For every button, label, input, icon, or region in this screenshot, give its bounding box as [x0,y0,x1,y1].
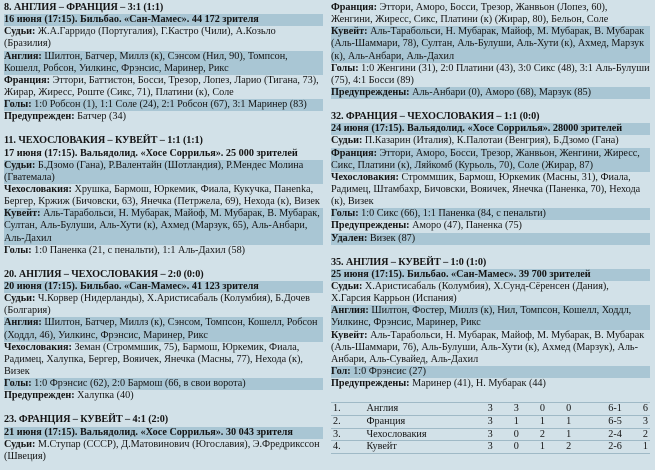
match-info: 25 июня (17:15). Бильбао. «Сан-Мамес». 39 700 зрителей [331,269,650,281]
line-text: П.Казарин (Италия), К.Палотаи (Венгрия), Б.Дзомо (Гана) [364,135,619,147]
line-label: Удален: [331,232,368,244]
position-cell: 3. [333,428,341,440]
match-title: 32. ФРАНЦИЯ – ЧЕХОСЛОВАКИЯ – 1:1 (0:0) [331,111,540,123]
match-23 [4,414,323,463]
table-row [331,441,650,454]
goals-line [331,366,650,378]
points-cell: 3 [642,415,648,427]
line-label: Судьи: [331,280,363,292]
line-text: Эттори, Аморо, Босси, Трезор, Жанвьон (Лопез, 60), Женгини, Жиресс, Сикс, Платини (к) (Жирар, 80), Бельон, Соле [331,2,609,26]
line-text: Аль-Тарабольси, Н. Мубарак, Майоф, М. Мубарак, В. Мубарак (Аль-Шаммари, 78), Султан, Аль-Булуши, Аль-Хути (к), Ахмед, Марзук (к), Аль-Анбари, Аль-Дахил [331,26,645,62]
team-cell: Кувейт [366,441,397,453]
line-text: Маринер (41), Н. Мубарак (44) [412,378,546,390]
sent-off-line [331,233,650,245]
position-cell: 1. [333,403,341,415]
match-info: 16 июня (17:15). Бильбао. «Сан-Мамес». 44 172 зрителя [4,14,323,26]
wins-cell: 0 [513,428,519,440]
position-cell: 4. [333,441,341,453]
lineup-line [4,342,323,378]
match-11 [4,135,323,256]
lineup-line [331,148,650,172]
table-row [331,428,650,441]
line-label: Голы: [4,99,32,111]
referees-line [331,135,650,147]
lineup-line [4,317,323,341]
line-text: Визек (87) [369,232,416,244]
line-label: Чехословакия: [4,183,72,195]
match-title: 8. АНГЛИЯ – ФРАНЦИЯ – 3:1 (1:1) [4,2,164,13]
goals-cell: 2-4 [608,428,622,440]
position-cell: 2. [333,415,341,427]
line-label: Судьи: [4,293,36,305]
losses-cell: 1 [566,428,572,440]
line-label: Предупрежден: [4,111,75,123]
line-text: Аморо (47), Паненка (75) [412,220,522,232]
referees-line [4,439,323,463]
line-label: Предупреждены: [331,378,410,390]
lineup-line [331,330,650,366]
line-text: 1:0 Фрэнсис (27) [353,365,427,377]
line-text: 1:0 Робсон (1), 1:1 Соле (24), 2:1 Робсон (67), 3:1 Маринер (83) [34,99,307,111]
lineup-line [331,2,650,26]
line-label: Голы: [331,208,359,220]
line-label: Англия: [4,317,42,329]
line-text: Аль-Тарабольси, Н. Мубарак, Майоф, М. Мубарак, В. Мубарак, Султан, Аль-Булуши, Аль-Хути (к), Ахмед (Марзук, 65), Аль-Анбари, Аль-Дахил [4,208,320,244]
line-label: Гол: [331,365,351,377]
lineup-line [4,51,323,75]
referees-line [4,26,323,50]
lineup-line [4,208,323,244]
line-label: Англия: [331,305,369,317]
losses-cell: 1 [566,415,572,427]
points-cell: 6 [642,403,648,415]
match-title: 35. АНГЛИЯ – КУВЕЙТ – 1:0 (1:0) [331,256,487,268]
line-text: Халупка (40) [77,390,134,402]
line-text: 1:0 Паненка (21, с пенальти), 1:1 Аль-Дахил (58) [34,244,246,256]
table-row [331,403,650,416]
match-title: 23. ФРАНЦИЯ – КУВЕЙТ – 4:1 (2:0) [4,414,169,426]
match-info: 24 июня (17:15). Вальядолид. «Хосе Соррилья». 28000 зрителей [331,123,650,135]
line-label: Кувейт: [331,26,368,38]
line-label: Кувейт: [331,329,368,341]
line-label: Голы: [331,62,359,74]
group-standings-table [331,402,650,454]
cautions-line [331,87,650,99]
line-label: Предупреждены: [331,86,410,98]
played-cell: 3 [487,441,493,453]
draws-cell: 1 [539,415,546,427]
line-text: Аль-Анбари (0), Аморо (68), Марзук (85) [412,86,592,98]
team-cell: Франция [366,415,406,427]
lineup-line [4,184,323,208]
line-label: Предупрежден: [4,390,75,402]
played-cell: 3 [487,403,493,415]
lineup-line [331,172,650,208]
wins-cell: 0 [513,441,519,453]
referees-line [4,293,323,317]
cautions-line [331,378,650,390]
line-text: 1:0 Сикс (66), 1:1 Паненка (84, с пенальти) [361,208,546,220]
line-label: Судьи: [4,159,36,171]
right-column [331,2,650,470]
match-info: 21 июня (17:15). Вальядолид. «Хосе Соррилья». 30 043 зрителя [4,427,323,439]
match-32 [331,111,650,245]
losses-cell: 0 [566,403,572,415]
line-text: Шилтон, Фостер, Миллз (к), Нил, Томпсон, Кошелл, Ходдл, Уилкинс, Фрэнсис, Маринер, Рикс [331,305,632,329]
left-column [4,2,323,470]
goals-cell: 6-5 [608,415,622,427]
match-20 [4,269,323,403]
points-cell: 1 [642,441,648,453]
played-cell: 3 [487,415,493,427]
lineup-line [331,26,650,62]
cautions-line [4,111,323,123]
referees-line [4,160,323,184]
points-cell: 2 [642,428,648,440]
line-label: Франция: [331,147,378,159]
line-text: Аль-Тарабольси, Н. Мубарак, Майоф, М. Мубарак, В. Мубарак (Аль-Шаммари, 76), Аль-Булуши, Аль-Хути (к), Ахмед (Марзук), Аль-Анбари, Аль-Сувайед, Аль-Дахил [331,329,645,365]
line-label: Чехословакия: [331,171,399,183]
line-text: Хрушка, Бармош, Юркемик, Фиала, Кукучка, Панenka, Бергер, Кржиж (Бичовски, 63), Янечка (Петржела, 69), Нехода (к), Визек [4,183,320,208]
line-text: М.Ступар (СССР), Д.Матовинович (Югославия), Э.Фредрикссон (Швеция) [4,438,320,462]
match-info: 20 июня (17:15). Бильбао. «Сан-Мамес». 41 123 зрителя [4,281,323,293]
line-text: Строммшик, Бармош, Юркемик (Масны, 31), Фиала, Радимец, Штамбахр, Бичовски, Вояичек, Янечка (Паненка, 70), Нехода (к), Визек [331,171,641,208]
lineup-line [4,75,323,99]
line-label: Кувейт: [4,208,41,220]
line-text: Эттори, Баттистон, Босси, Трезор, Лопез, Ларио (Тигана, 73), Жирар, Жиресс, Роште (Сикс, 71), Платини (к), Соле [4,74,319,98]
cautions-line [4,390,323,402]
match-title: 20. АНГЛИЯ – ЧЕХОСЛОВАКИЯ – 2:0 (0:0) [4,268,204,280]
line-text: Земан (Строммшик, 75), Бармош, Юркемик, Фиала, Радимец, Халупка, Бергер, Вояичек, Янечка (Масны, 77), Нехода (к), Визек [4,341,303,377]
line-label: Англия: [4,50,42,62]
line-text: Х.Аристисабаль (Колумбия), Х.Сунд-Сёренсен (Дания), Х.Гарсия Каррьон (Испания) [331,280,609,305]
line-text: Шилтон, Батчер, Миллз (к), Сэнсом, Томпсон, Кошелл, Робсон (Ходдл, 46), Уилкинс, Фрэнсис, Маринер, Рикс [4,317,318,341]
draws-cell: 2 [539,428,546,440]
losses-cell: 2 [566,441,572,453]
team-cell: Чехословакия [366,428,427,440]
line-label: Чехословакия: [4,341,72,353]
line-label: Голы: [4,378,32,390]
match-title: 11. ЧЕХОСЛОВАКИЯ – КУВЕЙТ – 1:1 (1:1) [4,135,203,147]
draws-cell: 0 [539,403,546,415]
wins-cell: 1 [513,415,519,427]
line-text: Эттори, Аморо, Босси, Трезор, Жанвьон, Женгини, Жиресс, Сикс, Платини (к), Ляйкомб (Курьоль, 70), Соле (Жирар, 87) [331,147,640,171]
line-label: Предупреждены: [331,220,410,232]
goals-line [4,245,323,257]
goals-cell: 2-6 [608,441,622,453]
match-23-continued [331,2,650,99]
table-row [331,415,650,428]
line-label: Судьи: [4,26,36,38]
lineup-line [331,305,650,329]
match-8 [4,2,323,123]
line-text: Ж.А.Гарридо (Португалия), Г.Кастро (Чили), А.Козьло (Бразилия) [4,26,276,50]
line-label: Судьи: [331,135,363,147]
match-35 [331,257,650,391]
cautions-line [331,220,650,232]
match-info: 17 июня (17:15). Вальядолид. «Хосе Соррилья». 25 000 зрителей [4,147,298,159]
line-label: Голы: [4,244,32,256]
goals-line [331,208,650,220]
line-text: 1:0 Женгини (31), 2:0 Платини (43), 3:0 Сикс (48), 3:1 Аль-Булуши (75), 4:1 Босси (89) [331,62,650,86]
line-text: Шилтон, Батчер, Миллз (к), Сэнсом (Нил, 90), Томпсон, Кошелл, Робсон, Уилкинс, Фрэнсис, Маринер, Рикс [4,50,288,74]
draws-cell: 1 [539,441,546,453]
referees-line [331,281,650,305]
goals-line [4,378,323,390]
line-text: Б.Дзомо (Гана), Р.Валентайн (Шотландия), Р.Мендес Молина (Гватемала) [4,159,304,183]
line-text: Ч.Корвер (Нидерланды), Х.Аристисабаль (Колумбия), Б.Дочев (Болгария) [4,293,310,317]
played-cell: 3 [487,428,493,440]
line-label: Франция: [331,2,378,13]
wins-cell: 3 [513,403,519,415]
line-text: 1:0 Фрэнсис (62), 2:0 Бармош (66, в свои ворота) [34,378,246,390]
line-label: Франция: [4,74,51,86]
goals-line [331,63,650,87]
goals-cell: 6-1 [608,403,622,415]
goals-line [4,99,323,111]
team-cell: Англия [366,403,399,415]
line-text: Батчер (34) [77,111,126,123]
line-label: Судьи: [4,438,36,450]
